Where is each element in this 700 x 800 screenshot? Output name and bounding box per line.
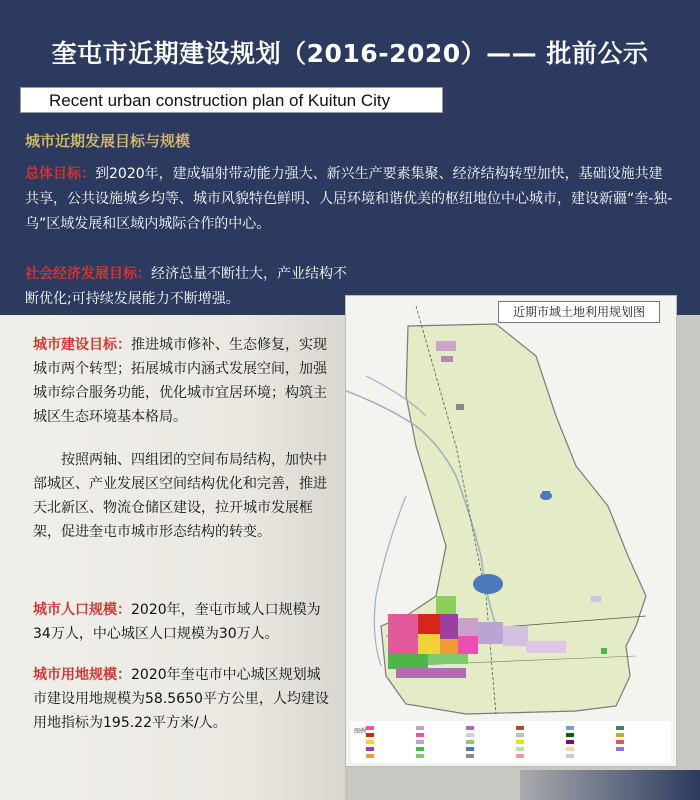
construction-goal-text: 推进城市修补、生态修复，实现城市两个转型；拓展城市内涵式发展空间，加强城市综合服务功能，优化城市宜居环境；构筑主城区生态环境基本格局。 [33, 337, 327, 425]
map-caption: 近期市域土地利用规划图 [498, 301, 660, 323]
economy-goal-paragraph [25, 262, 355, 312]
map-drawing [346, 296, 676, 766]
decorative-corner-bar [520, 770, 700, 800]
lake [473, 574, 503, 594]
overall-goal-text: 到2020年，建成辐射带动能力强大、新兴生产要素集聚、经济结构转型加快，基础设施共建共享，公共设施城乡均等、城市风貌特色鲜明、人居环境和谐优美的枢纽地位中心城市，建设新疆“奎-独-乌”区域发展和区域内城际合作的中心。 [25, 166, 673, 232]
population-lead: 城市人口规模： [33, 602, 131, 618]
construction-goal-paragraph [33, 333, 333, 429]
legend-title-text: 图例 [354, 728, 367, 735]
section-heading: 城市近期发展目标与规模 [25, 132, 191, 150]
land-use-map [345, 295, 677, 767]
structure-paragraph: 按照两轴、四组团的空间布局结构，加快中部城区、产业发展区空间结构优化和完善，推进天北新区、物流仓储区建设，拉开城市发展框架，促进奎屯市城市形态结构的转变。 [33, 452, 327, 540]
overall-goal-paragraph [25, 162, 675, 237]
economy-goal-lead: 社会经济发展目标： [25, 266, 151, 282]
english-subtitle: Recent urban construction plan of Kuitun City [20, 87, 443, 113]
land-lead: 城市用地规模： [33, 667, 131, 683]
construction-goal-lead: 城市建设目标： [33, 337, 131, 353]
page-title: 奎屯市近期建设规划（2016-2020）—— 批前公示 [51, 39, 649, 68]
overall-goal-lead: 总体目标： [25, 166, 95, 182]
land-text: 2020年奎屯市中心城区规划城市建设用地规模为58.5650平方公里，人均建设用地指标为195.22平方米/人。 [33, 667, 329, 731]
land-paragraph [33, 663, 333, 735]
population-text: 2020年，奎屯市域人口规模为34万人，中心城区人口规模为30万人。 [33, 602, 321, 642]
population-paragraph [33, 598, 333, 646]
economy-goal-text: 经济总量不断壮大，产业结构不断优化;可持续发展能力不断增强。 [25, 266, 347, 307]
